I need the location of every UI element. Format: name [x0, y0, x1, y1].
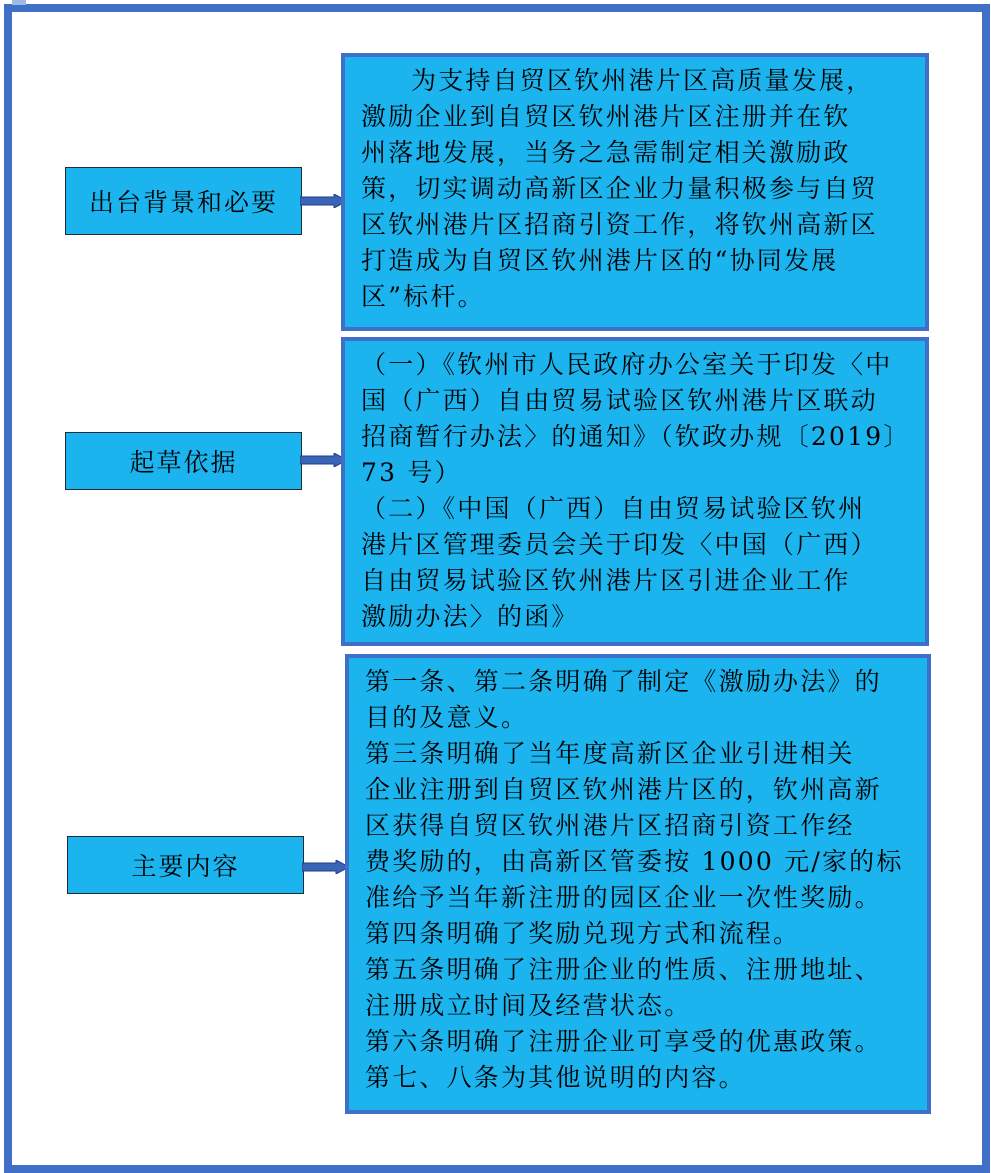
text-line: 区钦州港片区招商引资工作，将钦州高新区: [361, 210, 878, 239]
text-line: 州落地发展，当务之急需制定相关激励政: [361, 138, 851, 167]
text-line: 第七、八条为其他说明的内容。: [365, 1063, 746, 1092]
content-basis: [341, 337, 929, 646]
label-basis-text: 起草依据: [129, 448, 238, 477]
label-content-text: 主要内容: [131, 852, 240, 881]
content-background: [341, 53, 929, 331]
text-line: 注册成立时间及经营状态。: [365, 991, 692, 1020]
text-line: （二）《中国（广西）自由贸易试验区钦州: [361, 494, 866, 523]
right-arrow-icon: [302, 860, 350, 874]
text-line: 策，切实调动高新区企业力量积极参与自贸: [361, 174, 878, 203]
text-line: （一）《钦州市人民政府办公室关于印发〈中: [361, 350, 893, 379]
text-line: 港片区管理委员会关于印发〈中国（广西）: [361, 530, 878, 559]
text-line: 自由贸易试验区钦州港片区引进企业工作: [361, 566, 851, 595]
text-line: 企业注册到自贸区钦州港片区的，钦州高新: [365, 775, 882, 804]
text-line: 打造成为自贸区钦州港片区的“协同发展: [361, 246, 839, 275]
content-background-lines: [361, 63, 911, 315]
text-line: 准给予当年新注册的园区企业一次性奖励。: [365, 883, 882, 912]
text-line: 招商暂行办法〉的通知》（钦政办规〔2019〕: [361, 422, 911, 451]
text-line: 第一条、第二条明确了制定《激励办法》的: [365, 667, 882, 696]
text-line: 目的及意义。: [365, 703, 529, 732]
text-line: 第六条明确了注册企业可享受的优惠政策。: [365, 1027, 882, 1056]
corner-mark: [12, 0, 26, 5]
text-line: 激励办法〉的函》: [361, 602, 579, 631]
label-background: [65, 167, 302, 235]
text-line: 第三条明确了当年度高新区企业引进相关: [365, 739, 855, 768]
text-line: 激励企业到自贸区钦州港片区注册并在钦: [361, 102, 851, 131]
content-main: [345, 654, 931, 1114]
text-line: 为支持自贸区钦州港片区高质量发展，: [411, 66, 874, 95]
text-line: 第五条明确了注册企业的性质、注册地址、: [365, 955, 882, 984]
label-basis: [65, 432, 302, 490]
text-line: 区获得自贸区钦州港片区招商引资工作经: [365, 811, 855, 840]
text-line: 费奖励的，由高新区管委按 1000 元/家的标: [365, 847, 904, 876]
label-background-text: 出台背景和必要: [88, 188, 278, 217]
text-line: 73 号）: [361, 458, 462, 487]
text-line: 国（广西）自由贸易试验区钦州港片区联动: [361, 386, 878, 415]
text-line: 第四条明确了奖励兑现方式和流程。: [365, 919, 801, 948]
label-content: [67, 836, 304, 894]
text-line: 区”标杆。: [361, 282, 485, 311]
